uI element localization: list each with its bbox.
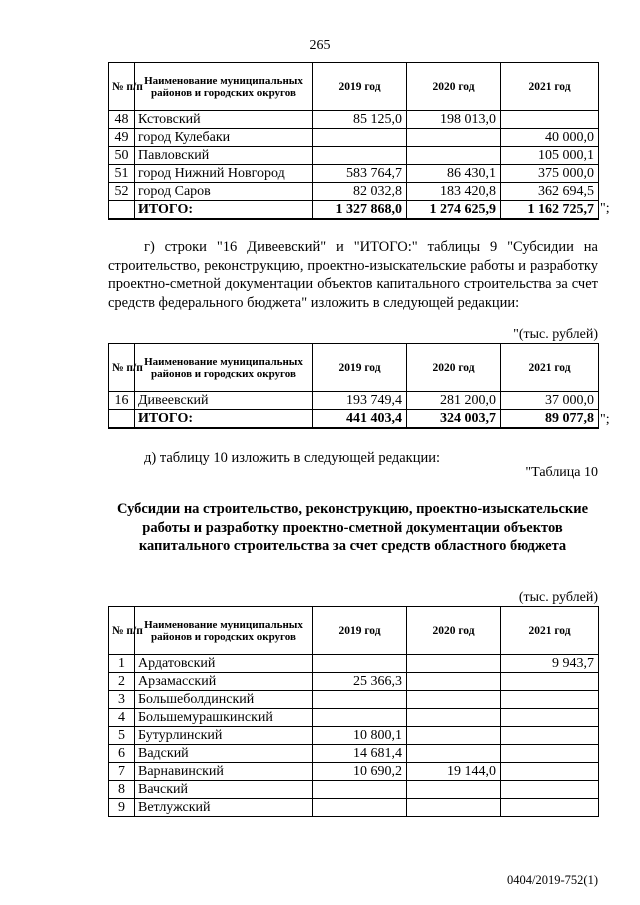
row-number: 6 [109, 745, 135, 763]
total-2019: 441 403,4 [313, 410, 407, 429]
header-2021: 2021 год [501, 344, 599, 392]
row-number: 3 [109, 691, 135, 709]
value-2021 [501, 763, 599, 781]
value-2021 [501, 111, 599, 129]
district-name: город Нижний Новгород [135, 165, 313, 183]
table-10-title: Субсидии на строительство, реконструкцию, проектно-изыскательские работы и разработку проектно-сметной документации объектов капитального строительства за счет средств областного бюджета [116, 501, 589, 554]
district-name: город Кулебаки [135, 129, 313, 147]
value-2020: 198 013,0 [407, 111, 501, 129]
value-2020 [407, 673, 501, 691]
value-2021 [501, 727, 599, 745]
row-number: 52 [109, 183, 135, 201]
total-2020: 324 003,7 [407, 410, 501, 429]
table-row [109, 763, 599, 781]
table-10-label: "Таблица 10 [525, 465, 598, 480]
value-2020 [407, 745, 501, 763]
paragraph-g-text: г) строки "16 Дивеевский" и "ИТОГО:" таблицы 9 "Субсидии на строительство, реконструкцию, проектно-изыскательские работы и разработку проектно-сметной документации объектов капитального строительства за счет средств федерального бюджета" изложить в следующей редакции: [108, 239, 598, 311]
value-2019 [313, 799, 407, 817]
header-num: № п/п [109, 607, 135, 655]
total-2021: 1 162 725,7 [501, 201, 599, 220]
value-2021: 375 000,0 [501, 165, 599, 183]
unit-label-3: (тыс. рублей) [518, 590, 598, 605]
value-2019: 14 681,4 [313, 745, 407, 763]
value-2021 [501, 781, 599, 799]
district-name: Дивеевский [135, 392, 313, 410]
value-2021 [501, 691, 599, 709]
district-name: Ветлужский [135, 799, 313, 817]
table-row [109, 183, 599, 201]
header-num: № п/п [109, 63, 135, 111]
total-label: ИТОГО: [135, 410, 313, 429]
table-row [109, 129, 599, 147]
row-number: 2 [109, 673, 135, 691]
total-label: ИТОГО: [135, 201, 313, 220]
value-2019 [313, 655, 407, 673]
document-code: 0404/2019-752(1) [507, 873, 598, 887]
table-1-closing-quote: "; [600, 201, 610, 216]
table-row [109, 165, 599, 183]
table-row [109, 799, 599, 817]
value-2019: 85 125,0 [313, 111, 407, 129]
value-2021: 362 694,5 [501, 183, 599, 201]
table-row [109, 745, 599, 763]
header-name: Наименование муниципальных районов и городских округов [135, 344, 313, 392]
district-name: город Саров [135, 183, 313, 201]
value-2021 [501, 673, 599, 691]
table-row [109, 709, 599, 727]
paragraph-d-text: д) таблицу 10 изложить в следующей редакции: [144, 450, 441, 466]
row-number: 51 [109, 165, 135, 183]
district-name: Павловский [135, 147, 313, 165]
value-2020 [407, 781, 501, 799]
total-2021: 89 077,8 [501, 410, 599, 429]
value-2019: 10 690,2 [313, 763, 407, 781]
page-number: 265 [309, 38, 331, 53]
value-2021: 37 000,0 [501, 392, 599, 410]
row-number: 8 [109, 781, 135, 799]
value-2021: 40 000,0 [501, 129, 599, 147]
value-2020: 19 144,0 [407, 763, 501, 781]
value-2019: 583 764,7 [313, 165, 407, 183]
header-name: Наименование муниципальных районов и городских округов [135, 63, 313, 111]
header-2020: 2020 год [407, 63, 501, 111]
value-2019: 25 366,3 [313, 673, 407, 691]
row-number: 50 [109, 147, 135, 165]
table-row [109, 147, 599, 165]
value-2019 [313, 691, 407, 709]
header-2019: 2019 год [313, 63, 407, 111]
district-name: Бутурлинский [135, 727, 313, 745]
table-row [109, 691, 599, 709]
header-2020: 2020 год [407, 344, 501, 392]
header-num: № п/п [109, 344, 135, 392]
table-row [109, 392, 599, 410]
value-2020 [407, 129, 501, 147]
value-2020 [407, 727, 501, 745]
row-number: 9 [109, 799, 135, 817]
district-name: Большеболдинский [135, 691, 313, 709]
table-row [109, 727, 599, 745]
row-number: 7 [109, 763, 135, 781]
table-2 [108, 343, 599, 429]
value-2019: 82 032,8 [313, 183, 407, 201]
header-2019: 2019 год [313, 344, 407, 392]
value-2021: 9 943,7 [501, 655, 599, 673]
row-number: 16 [109, 392, 135, 410]
value-2020 [407, 691, 501, 709]
value-2019 [313, 781, 407, 799]
unit-label-2: "(тыс. рублей) [513, 327, 598, 342]
district-name: Вачский [135, 781, 313, 799]
row-number: 1 [109, 655, 135, 673]
header-2021: 2021 год [501, 607, 599, 655]
table-row [109, 111, 599, 129]
value-2020 [407, 655, 501, 673]
district-name: Варнавинский [135, 763, 313, 781]
value-2019: 10 800,1 [313, 727, 407, 745]
row-number: 5 [109, 727, 135, 745]
district-name: Арзамасский [135, 673, 313, 691]
table-row [109, 781, 599, 799]
value-2019 [313, 129, 407, 147]
total-row [109, 201, 599, 220]
value-2021: 105 000,1 [501, 147, 599, 165]
table-row [109, 673, 599, 691]
paragraph-g [108, 238, 598, 312]
total-2019: 1 327 868,0 [313, 201, 407, 220]
row-number: 49 [109, 129, 135, 147]
table-row [109, 655, 599, 673]
value-2019: 193 749,4 [313, 392, 407, 410]
value-2020: 86 430,1 [407, 165, 501, 183]
header-name: Наименование муниципальных районов и городских округов [135, 607, 313, 655]
total-2020: 1 274 625,9 [407, 201, 501, 220]
row-number: 48 [109, 111, 135, 129]
district-name: Ардатовский [135, 655, 313, 673]
value-2020 [407, 799, 501, 817]
value-2020 [407, 147, 501, 165]
district-name: Большемурашкинский [135, 709, 313, 727]
table-2-closing-quote: "; [600, 412, 610, 427]
table-3 [108, 606, 599, 817]
header-2019: 2019 год [313, 607, 407, 655]
table-1 [108, 62, 599, 220]
value-2021 [501, 709, 599, 727]
value-2019 [313, 709, 407, 727]
header-2020: 2020 год [407, 607, 501, 655]
value-2020: 281 200,0 [407, 392, 501, 410]
value-2020: 183 420,8 [407, 183, 501, 201]
value-2019 [313, 147, 407, 165]
value-2020 [407, 709, 501, 727]
header-2021: 2021 год [501, 63, 599, 111]
district-name: Вадский [135, 745, 313, 763]
total-row [109, 410, 599, 429]
value-2021 [501, 799, 599, 817]
district-name: Кстовский [135, 111, 313, 129]
value-2021 [501, 745, 599, 763]
row-number: 4 [109, 709, 135, 727]
